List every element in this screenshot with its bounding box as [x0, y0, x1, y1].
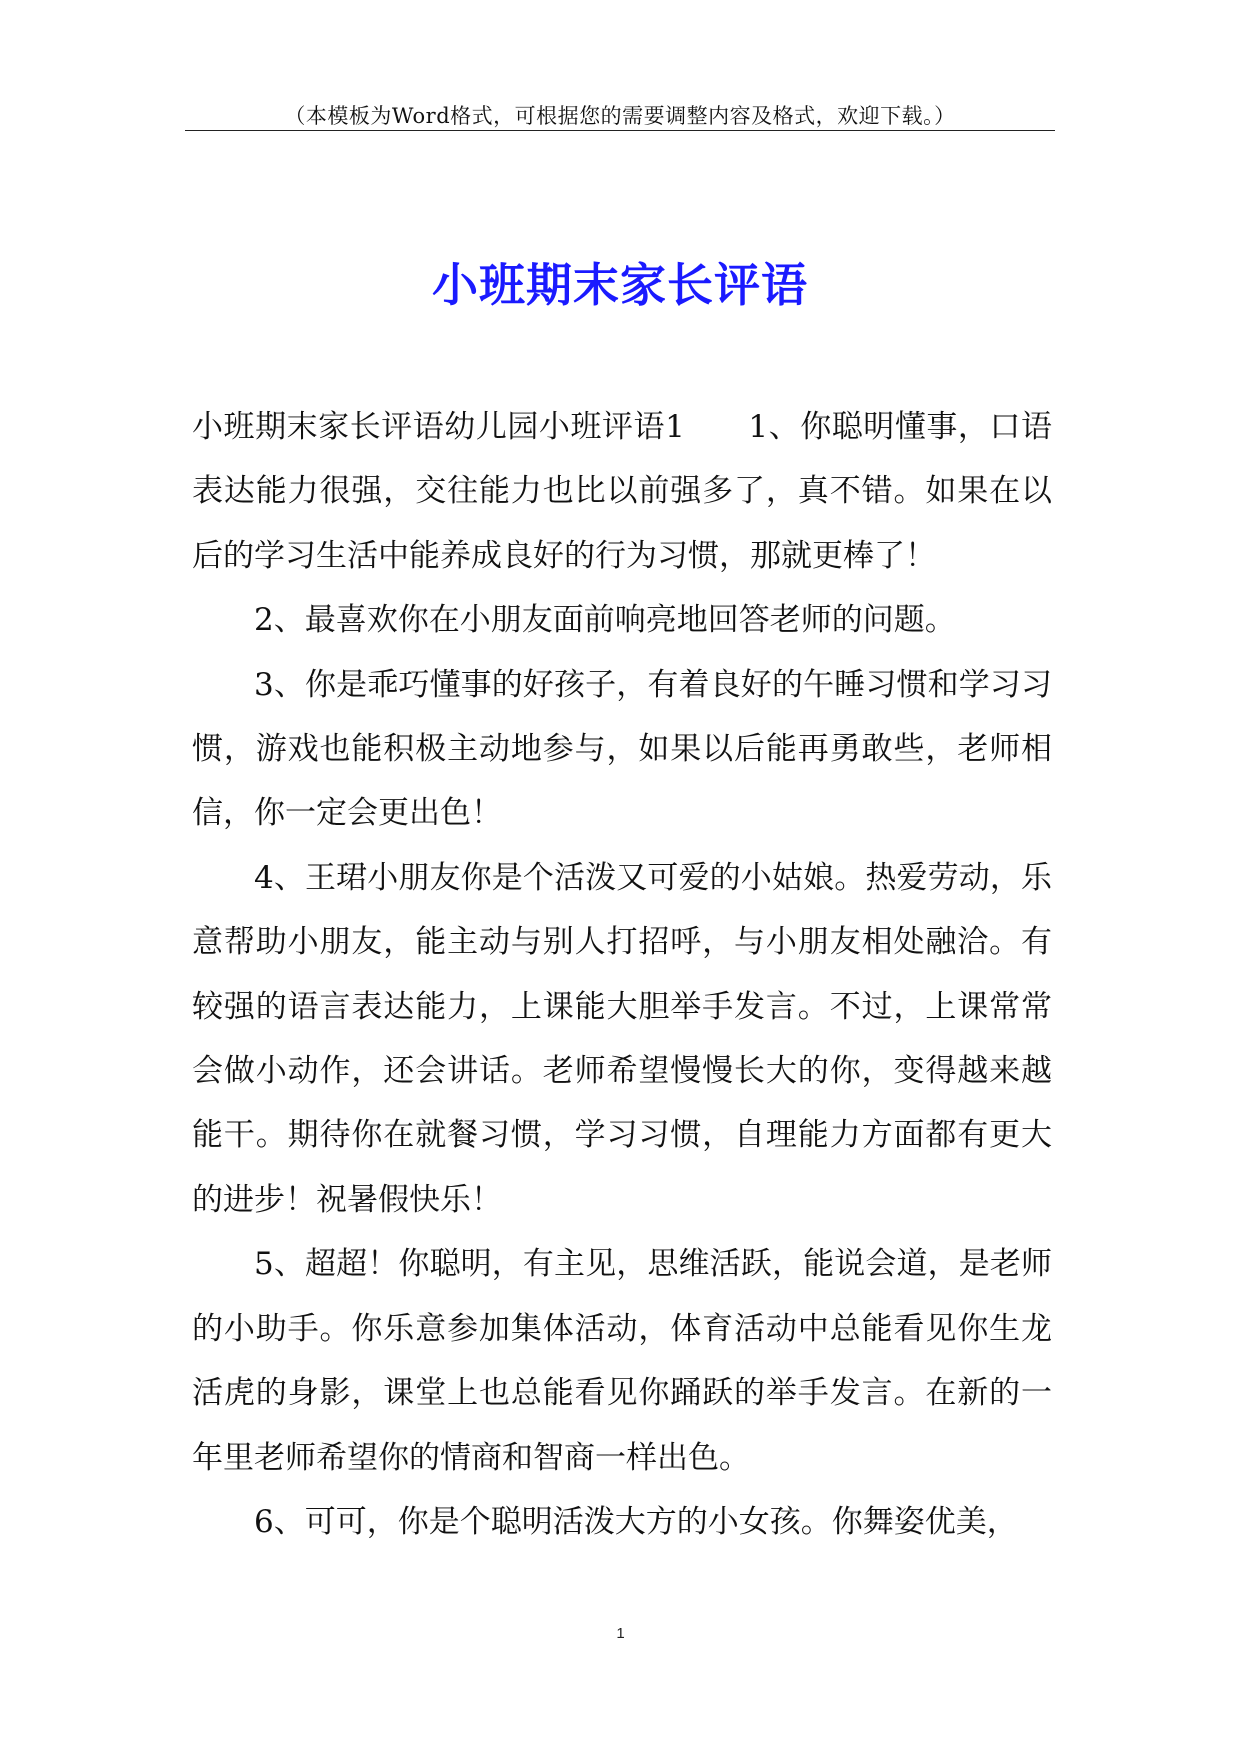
- paragraph-5: 5、超超！你聪明，有主见，思维活跃，能说会道，是老师的小助手。你乐意参加集体活动，体育活动中总能看见你生龙活虎的身影，课堂上也总能看见你踊跃的举手发言。在新的一年里老师希望你的情商和智商一样出色。: [192, 1246, 1052, 1476]
- paragraph-6: 6、可可，你是个聪明活泼大方的小女孩。你舞姿优美，: [254, 1503, 1018, 1540]
- template-notice: （本模板为Word格式，可根据您的需要调整内容及格式，欢迎下载。）: [284, 104, 956, 128]
- page-number: 1: [616, 1625, 625, 1642]
- header-divider: [185, 130, 1055, 131]
- document-body: [192, 395, 1052, 1554]
- paragraph-intro: 小班期末家长评语幼儿园小班评语1 1、你聪明懂事，口语表达能力很强，交往能力也比以前强多了，真不错。如果在以后的学习生活中能养成良好的行为习惯，那就更棒了！: [192, 409, 1052, 574]
- paragraph-2: 2、最喜欢你在小朋友面前响亮地回答老师的问题。: [254, 602, 956, 639]
- paragraph-4: 4、王珺小朋友你是个活泼又可爱的小姑娘。热爱劳动，乐意帮助小朋友，能主动与别人打招呼，与小朋友相处融洽。有较强的语言表达能力，上课能大胆举手发言。不过，上课常常会做小动作，还会讲话。老师希望慢慢长大的你，变得越来越能干。期待你在就餐习惯，学习习惯，自理能力方面都有更大的进步！祝暑假快乐！: [192, 859, 1052, 1218]
- paragraph-3: 3、你是乖巧懂事的好孩子，有着良好的午睡习惯和学习习惯，游戏也能积极主动地参与，如果以后能再勇敢些，老师相信，你一定会更出色！: [192, 666, 1052, 832]
- document-title: 小班期末家长评语: [432, 257, 808, 312]
